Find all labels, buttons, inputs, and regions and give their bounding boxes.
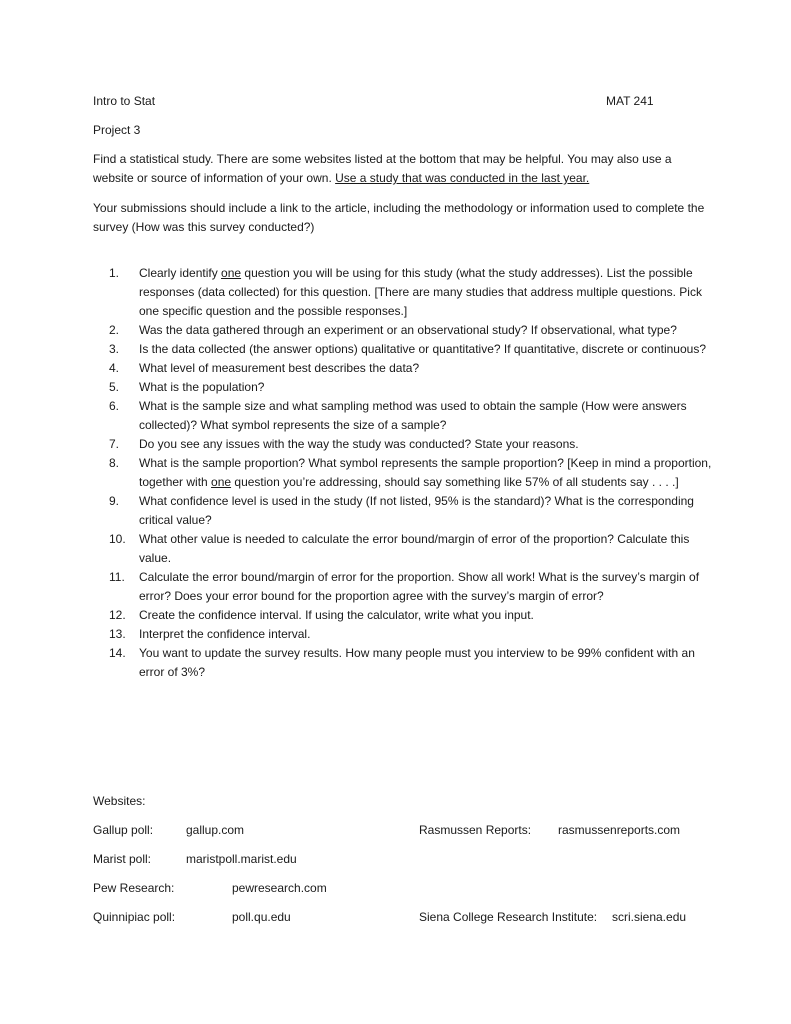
websites-heading: Websites: [93, 794, 146, 808]
intro-underlined-text: Use a study that was conducted in the last year. [335, 171, 590, 185]
question-item [93, 644, 713, 682]
pew-label: Pew Research: [93, 881, 175, 895]
question-item [93, 530, 713, 568]
question-number: 6. [109, 399, 120, 413]
course-code: MAT 241 [606, 94, 654, 108]
question-number: 14. [109, 646, 126, 660]
question-emphasis: one [211, 475, 232, 489]
question-text: What is the population? [139, 380, 265, 394]
question-item [93, 264, 713, 321]
question-item [93, 359, 713, 378]
question-item [93, 492, 713, 530]
project-label: Project 3 [93, 123, 141, 137]
question-number: 1. [109, 266, 120, 280]
question-text: Create the confidence interval. If using the calculator, write what you input. [139, 608, 534, 622]
question-text: What confidence level is used in the study (If not listed, 95% is the standard)? What is the corresponding critical value? [139, 494, 694, 527]
question-item [93, 397, 713, 435]
question-number: 4. [109, 361, 120, 375]
question-text: Is the data collected (the answer options) qualitative or quantitative? If quantitative, discrete or continuous? [139, 342, 706, 356]
intro-paragraph [93, 150, 705, 188]
question-text: Clearly identify one question you will be using for this study (what the study addresses). List the possible responses (data collected) for this question. [There are many studies that address multiple questions. Pick one specific question and the possible responses.] [139, 266, 702, 318]
rasmussen-label: Rasmussen Reports: [419, 823, 532, 837]
marist-url: maristpoll.marist.edu [186, 852, 297, 866]
question-text: Was the data gathered through an experiment or an observational study? If observational, what type? [139, 323, 677, 337]
question-number: 7. [109, 437, 120, 451]
siena-label: Siena College Research Institute: [419, 910, 598, 924]
quinnipiac-url: poll.qu.edu [232, 910, 291, 924]
question-number: 2. [109, 323, 120, 337]
question-emphasis: one [221, 266, 242, 280]
question-number: 13. [109, 627, 126, 641]
question-text: What level of measurement best describes the data? [139, 361, 420, 375]
question-item [93, 378, 713, 397]
question-number: 11. [109, 570, 125, 584]
question-number: 3. [109, 342, 120, 356]
gallup-label: Gallup poll: [93, 823, 154, 837]
question-text: What other value is needed to calculate the error bound/margin of error of the proportion? Calculate this value. [139, 532, 690, 565]
question-text: Calculate the error bound/margin of error for the proportion. Show all work! What is the survey’s margin of error? Does your error bound for the proportion agree with the survey’s margin of error? [139, 570, 700, 603]
question-text: You want to update the survey results. How many people must you interview to be 99% confident with an error of 3%? [139, 646, 695, 679]
gallup-url: gallup.com [186, 823, 245, 837]
siena-url: scri.siena.edu [612, 910, 687, 924]
submission-paragraph: Your submissions should include a link to the article, including the methodology or information used to complete the survey (How was this survey conducted?) [93, 201, 705, 234]
question-item [93, 321, 713, 340]
question-text: Do you see any issues with the way the study was conducted? State your reasons. [139, 437, 579, 451]
course-title: Intro to Stat [93, 94, 156, 108]
question-number: 8. [109, 456, 120, 470]
question-list [93, 264, 713, 682]
question-item [93, 454, 713, 492]
question-text: Interpret the confidence interval. [139, 627, 311, 641]
question-item [93, 340, 713, 359]
question-text: What is the sample size and what sampling method was used to obtain the sample (How were answers collected)? What symbol represents the size of a sample? [139, 399, 687, 432]
question-item [93, 435, 713, 454]
question-number: 10. [109, 532, 126, 546]
question-text: What is the sample proportion? What symbol represents the sample proportion? [Keep in mind a proportion, together with one question you’re addressing, should say something like 57% of all students say . . . .] [139, 456, 712, 489]
question-item [93, 568, 713, 606]
question-item [93, 625, 713, 644]
rasmussen-url: rasmussenreports.com [558, 823, 681, 837]
intro-text: Find a statistical study. There are some websites listed at the bottom that may be helpful. You may also use a website or source of information of your own. [93, 152, 672, 185]
pew-url: pewresearch.com [232, 881, 327, 895]
question-number: 9. [109, 494, 120, 508]
question-item [93, 606, 713, 625]
question-number: 5. [109, 380, 120, 394]
marist-label: Marist poll: [93, 852, 152, 866]
quinnipiac-label: Quinnipiac poll: [93, 910, 176, 924]
question-number: 12. [109, 608, 126, 622]
